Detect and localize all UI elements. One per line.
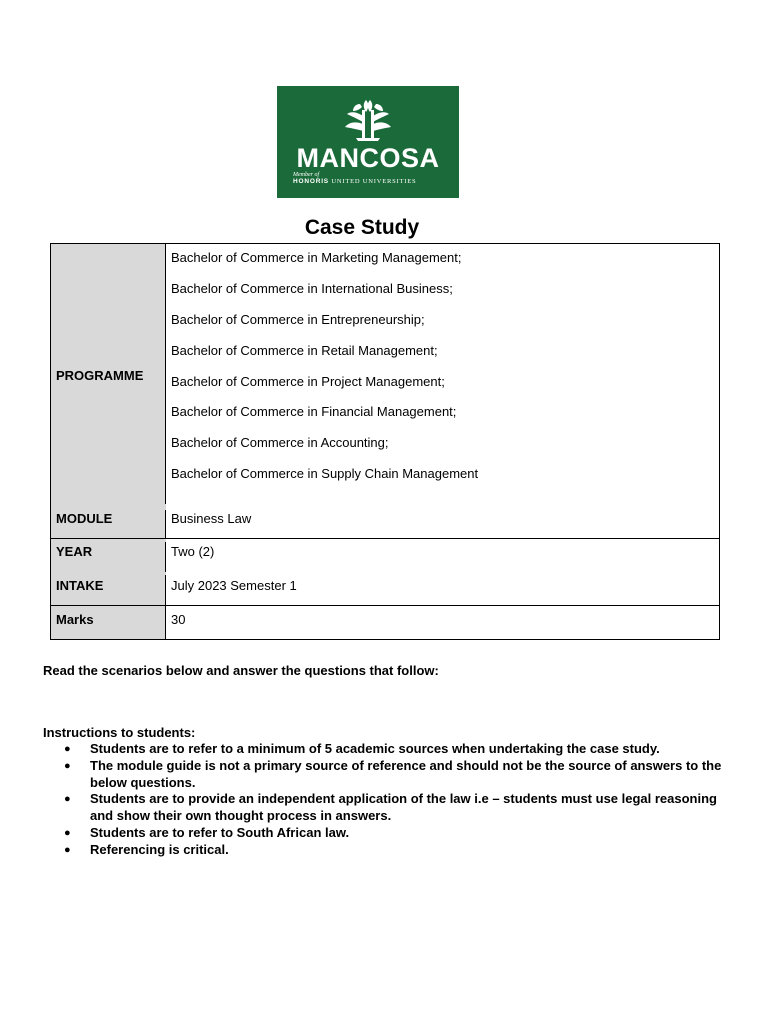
instruction-text: Students are to refer to South African law. bbox=[90, 824, 350, 840]
instructions-list bbox=[43, 741, 733, 859]
row-divider bbox=[51, 538, 719, 539]
logo-wordmark: MANCOSA bbox=[296, 143, 440, 173]
instruction-text: Students are to refer to a minimum of 5 academic sources when undertaking the case study. bbox=[90, 741, 660, 756]
module-value: Business Law bbox=[171, 511, 252, 526]
scenario-lead-text: Read the scenarios below and answer the questions that follow: bbox=[43, 663, 439, 678]
bullet-icon: ● bbox=[64, 759, 71, 772]
bullet-icon: ● bbox=[64, 793, 71, 806]
mancosa-logo bbox=[277, 86, 459, 198]
programme-item: Bachelor of Commerce in Project Management; bbox=[171, 374, 445, 389]
page-title: Case Study bbox=[304, 216, 420, 239]
instruction-text: The module guide is not a primary source of reference and should not be the source of answers to the below questions. bbox=[90, 757, 722, 790]
year-value: Two (2) bbox=[171, 544, 215, 559]
logo-sub-rest: UNITED UNIVERSITIES bbox=[331, 178, 417, 185]
programme-item: Bachelor of Commerce in Marketing Management; bbox=[171, 250, 462, 265]
programme-item: Bachelor of Commerce in Entrepreneurship; bbox=[171, 312, 425, 327]
year-label: YEAR bbox=[56, 544, 93, 559]
programme-label: PROGRAMME bbox=[56, 368, 144, 383]
column-divider bbox=[165, 510, 166, 538]
logo-tagline: Member of bbox=[293, 172, 320, 178]
intake-label: INTAKE bbox=[56, 578, 104, 593]
logo-subtitle bbox=[293, 178, 416, 186]
list-item bbox=[43, 758, 733, 792]
list-item bbox=[43, 842, 733, 859]
column-divider bbox=[165, 575, 166, 605]
intake-value: July 2023 Semester 1 bbox=[171, 578, 297, 593]
row-divider bbox=[51, 605, 719, 606]
column-divider bbox=[165, 606, 166, 639]
marks-value: 30 bbox=[171, 612, 186, 627]
list-item bbox=[43, 741, 733, 758]
programme-item: Bachelor of Commerce in Retail Management; bbox=[171, 343, 438, 358]
list-item bbox=[43, 825, 733, 842]
instruction-text: Referencing is critical. bbox=[90, 841, 229, 857]
module-label: MODULE bbox=[56, 511, 113, 526]
column-divider bbox=[165, 244, 166, 504]
list-item bbox=[43, 791, 733, 825]
logo-sub-bold: HONORIS bbox=[293, 178, 329, 185]
bullet-icon: ● bbox=[64, 826, 71, 839]
instruction-text: Students are to provide an independent application of the law i.e – students must use legal reasoning and show their own thought process in answers. bbox=[90, 791, 717, 824]
programme-item: Bachelor of Commerce in Financial Management; bbox=[171, 404, 457, 419]
marks-label: Marks bbox=[56, 612, 94, 627]
bullet-icon: ● bbox=[64, 843, 71, 856]
bullet-icon: ● bbox=[64, 743, 71, 755]
programme-item: Bachelor of Commerce in Accounting; bbox=[171, 435, 389, 450]
instructions-heading: Instructions to students: bbox=[43, 725, 196, 740]
column-divider bbox=[165, 542, 166, 572]
info-table bbox=[50, 243, 720, 640]
programme-item: Bachelor of Commerce in International Business; bbox=[171, 281, 453, 296]
programme-item: Bachelor of Commerce in Supply Chain Management bbox=[171, 466, 479, 481]
